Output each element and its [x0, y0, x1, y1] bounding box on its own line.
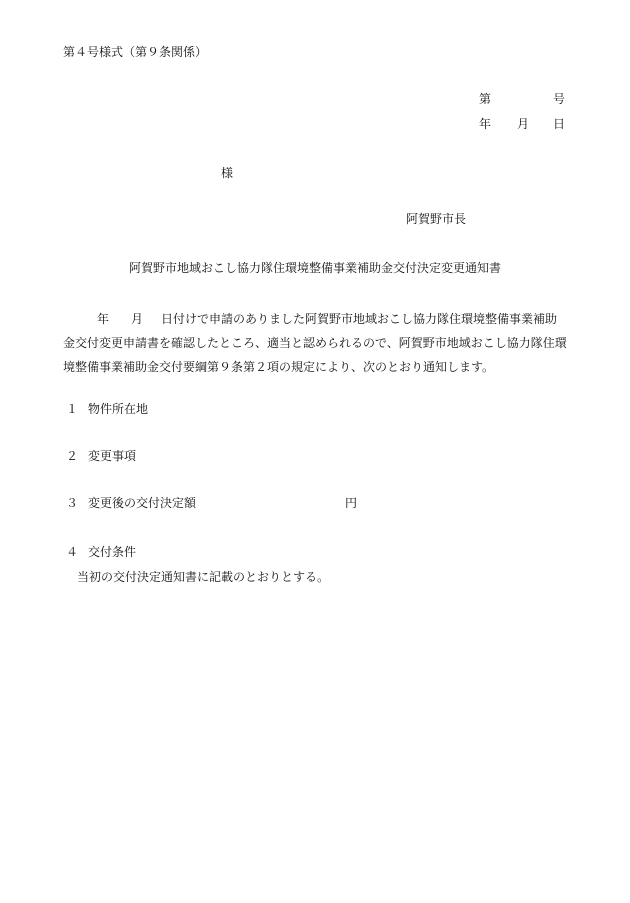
date-day-label: 日: [553, 117, 566, 131]
body-line-1-text: 日付けで申請のありました阿賀野市地域おこし協力隊住環境整備事業補助: [161, 312, 558, 326]
date-month-label: 月: [517, 117, 530, 131]
notice-body-line-1: [63, 307, 583, 331]
item-number: ２: [66, 449, 79, 463]
item-grant-conditions-detail: 当初の交付決定通知書に記載のとおりとする。: [77, 570, 330, 584]
issuer-name: 阿賀野市長: [406, 212, 467, 226]
item-number: ４: [66, 545, 79, 559]
item-grant-conditions: [66, 546, 136, 558]
item-number: ３: [66, 496, 79, 510]
item-label: 変更事項: [88, 449, 137, 463]
item-revised-amount: [66, 497, 196, 509]
item-revised-amount-unit: 円: [345, 496, 358, 510]
item-number: １: [66, 402, 79, 416]
body-year-label: 年: [97, 312, 110, 326]
document-number-prefix: 第: [479, 92, 492, 106]
document-number-suffix: 号: [553, 92, 566, 106]
item-change-details: [66, 450, 136, 462]
item-label: 交付条件: [88, 545, 137, 559]
form-number: 第４号様式（第９条関係）: [63, 45, 208, 59]
item-property-location: [66, 403, 148, 415]
date-year-label: 年: [479, 117, 492, 131]
item-label: 物件所在地: [88, 402, 149, 416]
notice-body-line-2: 金交付変更申請書を確認したところ、適当と認められるので、阿賀野市地域おこし協力隊住環: [63, 336, 567, 350]
addressee-honorific: 様: [221, 166, 234, 180]
body-month-label: 月: [131, 312, 144, 326]
document-title: 阿賀野市地域おこし協力隊住環境整備事業補助金交付決定変更通知書: [128, 261, 501, 275]
notice-body-line-3: 境整備事業補助金交付要綱第９条第２項の規定により、次のとおり通知します。: [63, 360, 495, 374]
item-label: 変更後の交付決定額: [88, 496, 197, 510]
notice-body: [63, 307, 583, 379]
